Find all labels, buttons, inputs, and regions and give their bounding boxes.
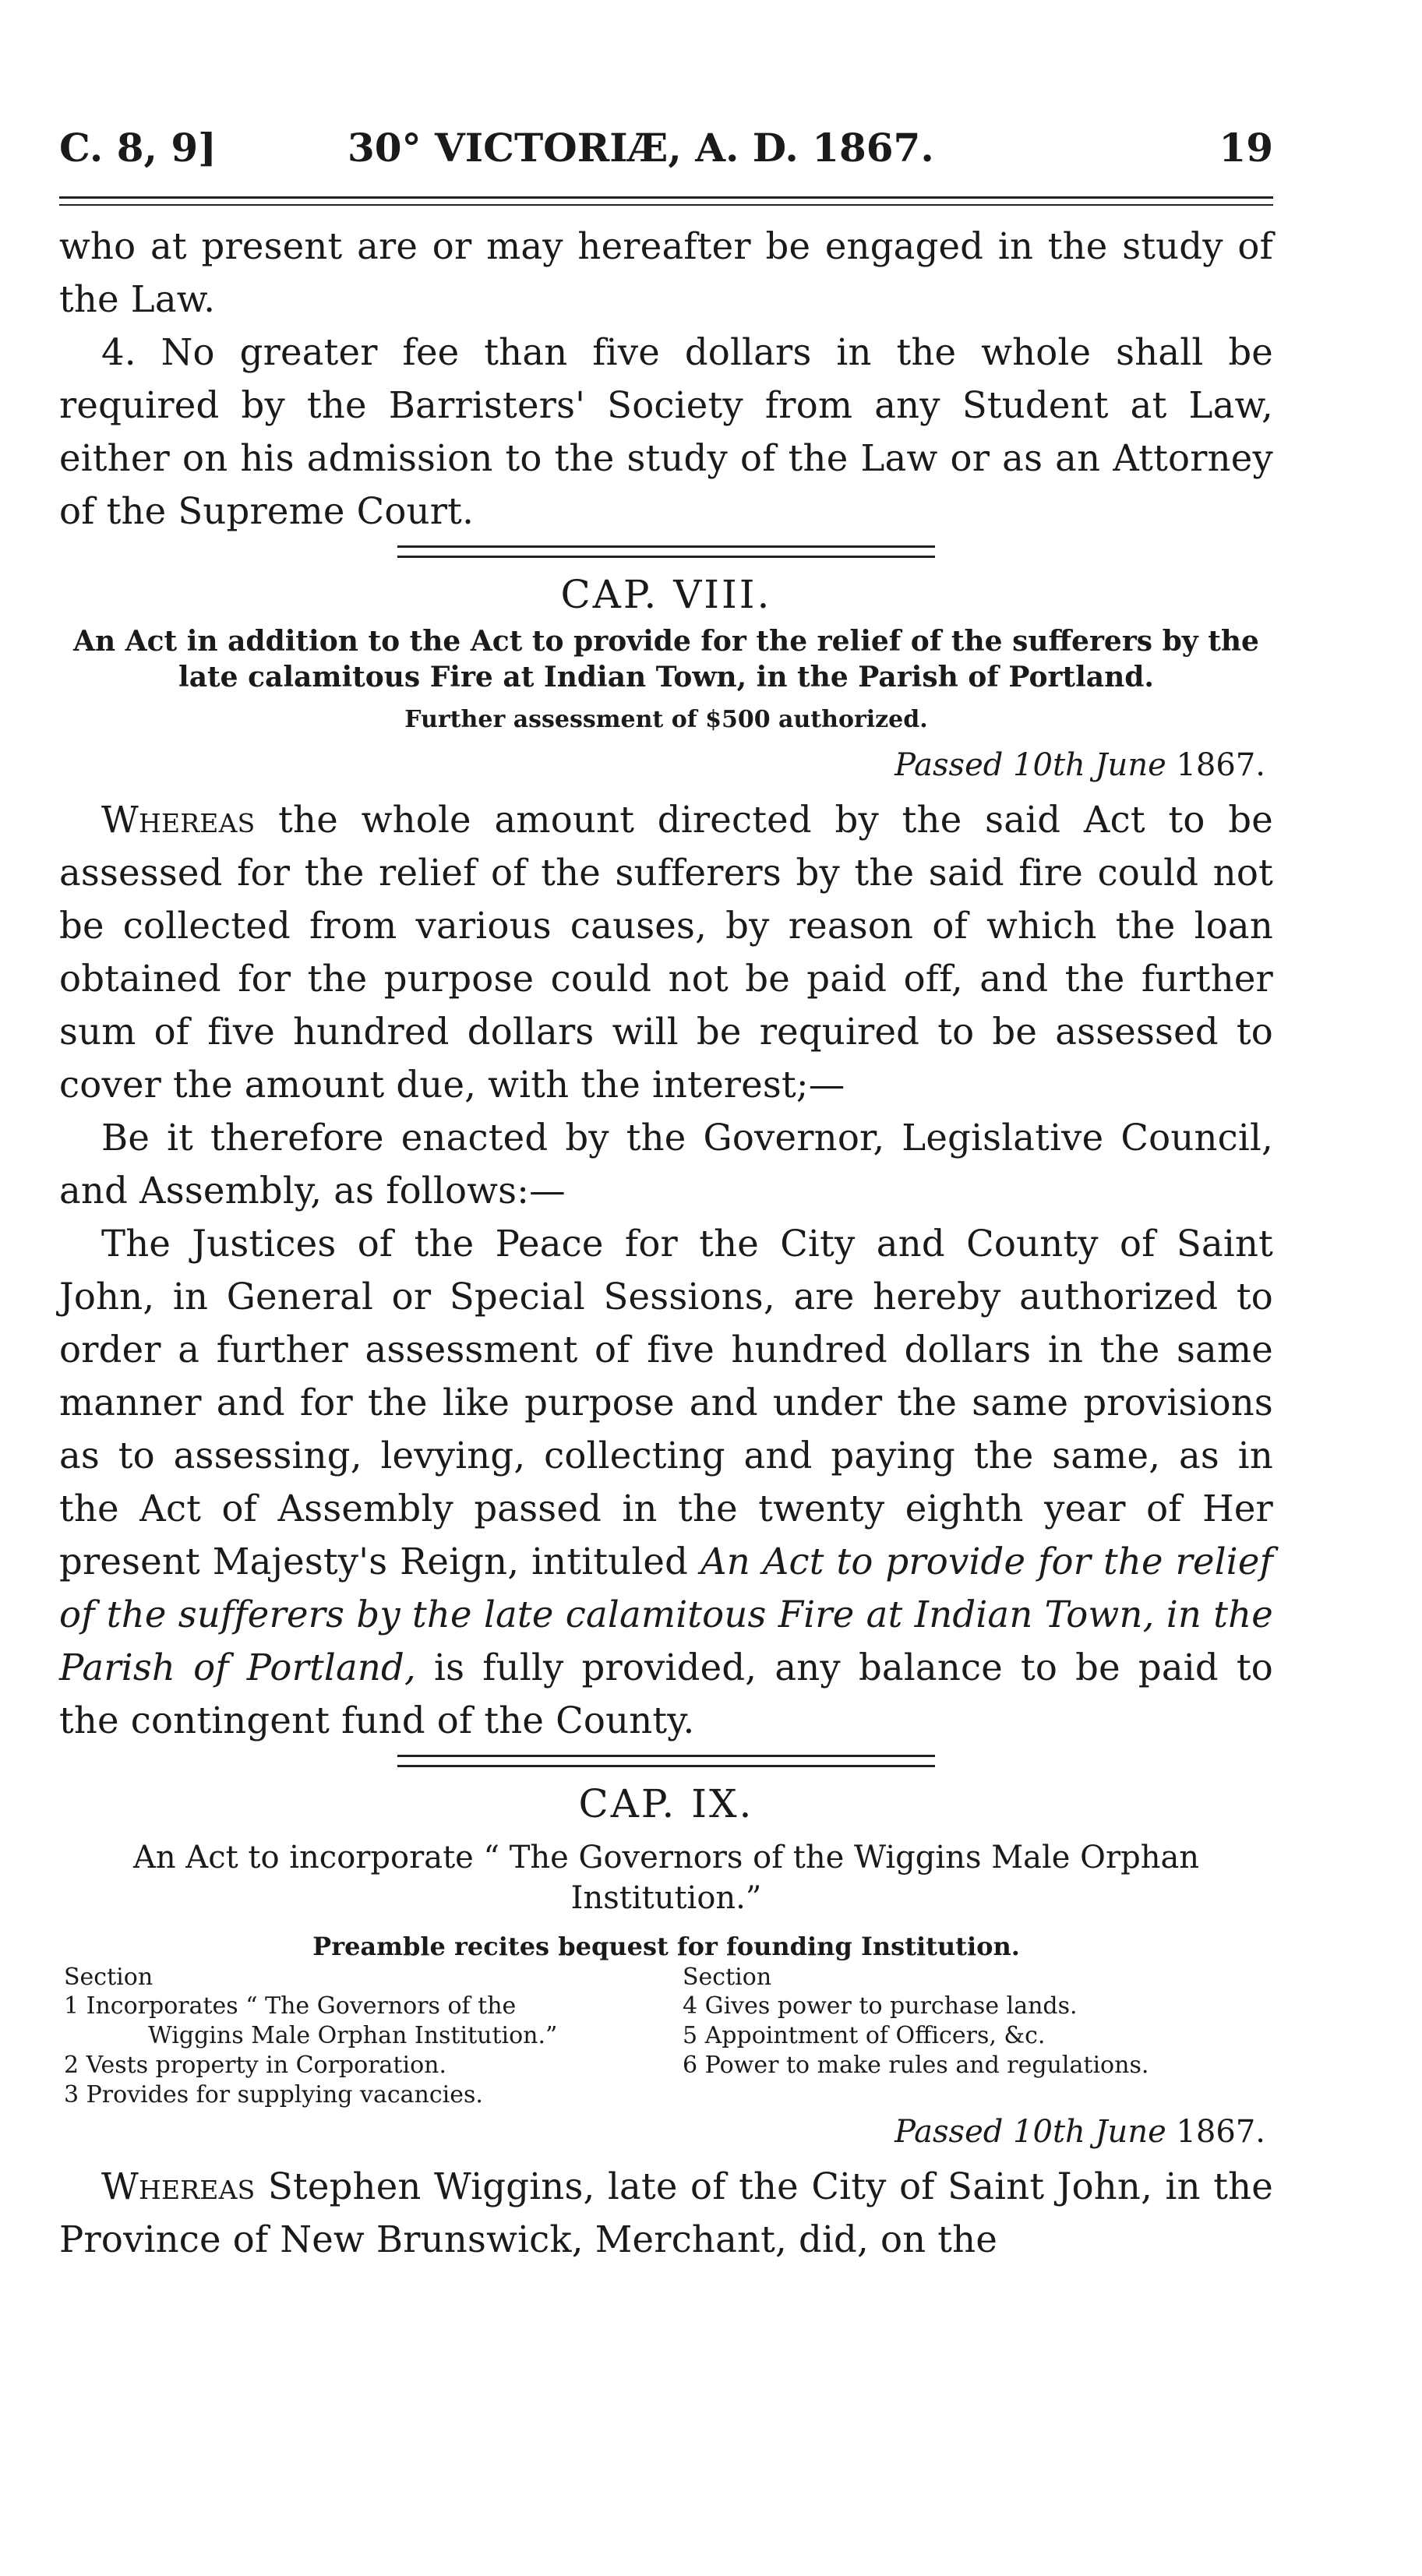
section-summary-item: Wiggins Male Orphan Institution.” — [148, 2022, 558, 2049]
whereas-word: Whereas — [101, 799, 256, 841]
section-summary-left-column — [64, 1964, 687, 2110]
section-summary-item: 4 Gives power to purchase lands. — [683, 1992, 1078, 2020]
chapter-divider — [397, 545, 935, 558]
passed-label: Passed 10th June — [894, 2114, 1166, 2150]
regnal-year: 30° VICTORIÆ, A. D. 1867. — [348, 125, 934, 171]
section-summary-item: 5 Appointment of Officers, &c. — [683, 2022, 1046, 2049]
header-rule-thin — [59, 204, 1273, 206]
section-summary-item: 1 Incorporates “ The Governors of the — [64, 1992, 517, 2020]
chapter-9-title: CAP. IX. — [578, 1781, 754, 1826]
whereas-word: Whereas — [101, 2165, 256, 2207]
preamble-text: Stephen Wiggins, late of the City of Saint John, in the Province of New Brunswick, Merchant, did, on the — [59, 2165, 1273, 2260]
chapter-8-passed-date — [59, 742, 1265, 789]
chapter-9-passed-date — [59, 2108, 1265, 2155]
passed-year: 1867. — [1176, 2114, 1265, 2150]
section-4-paragraph: 4. No greater fee than five dollars in the whole shall be required by the Barristers' Society from any Student at Law, either on his admission to the study of the Law or as an Attorney of the Supreme Court. — [59, 331, 1273, 532]
header-rule-thick — [59, 196, 1273, 199]
chapter-divider — [397, 1755, 935, 1767]
chapter-9-section-summary — [59, 1964, 1273, 2108]
chapter-9-preamble-note: Preamble recites bequest for founding Institution. — [312, 1932, 1020, 1961]
act-citation: An Act to provide for the relief of the sufferers by the late calamitous Fire at Indian Town, in the Parish of Portland, — [59, 1540, 1273, 1689]
section-label: Section — [64, 1964, 153, 1991]
chapter-8-act-title: An Act in addition to the Act to provide for the relief of the sufferers by the late calamitous Fire at Indian Town, in the Parish of Portland. — [73, 625, 1259, 693]
chapter-8-enacting-clause: Be it therefore enacted by the Governor, Legislative Council, and Assembly, as follows:— — [59, 1117, 1273, 1212]
section-text-part-1: The Justices of the Peace for the City and County of Saint John, in General or Special Sessions, are hereby authorized to order a further assessment of five hundred dollars in the same manner and for the like purpose and under the same provisions as to assessing, levying, collecting and paying the same, as in the Act of Assembly passed in the twenty eighth year of Her present Majesty's Reign, intituled — [59, 1223, 1273, 1583]
section-summary-right-column — [683, 1964, 1267, 2080]
chapter-8-preamble — [59, 793, 1273, 1111]
section-summary-item: 2 Vests property in Corporation. — [64, 2052, 446, 2079]
section-summary-item: 3 Provides for supplying vacancies. — [64, 2081, 483, 2108]
running-header — [59, 117, 1273, 179]
chapter-9-act-title: An Act to incorporate “ The Governors of the Wiggins Male Orphan Institution.” — [132, 1840, 1200, 1916]
chapter-reference: C. 8, 9] — [59, 125, 217, 171]
passed-label: Passed 10th June — [894, 747, 1166, 783]
passed-year: 1867. — [1176, 747, 1265, 783]
section-text-part-2: is fully provided, any balance to be paid to the contingent fund of the County. — [59, 1646, 1273, 1741]
section-label: Section — [683, 1964, 772, 1991]
chapter-8-title: CAP. VIII. — [560, 572, 772, 617]
chapter-8-section-text — [59, 1217, 1273, 1747]
page-body — [59, 220, 1273, 2266]
preamble-text: the whole amount directed by the said Act to be assessed for the relief of the sufferers by the said fire could not be collected from various causes, by reason of which the loan obtained for the purpose could not be paid off, and the further sum of five hundred dollars will be required to be assessed to cover the amount due, with the interest;— — [59, 799, 1273, 1106]
section-summary-item: 6 Power to make rules and regulations. — [683, 2052, 1149, 2079]
chapter-8-marginal-note: Further assessment of $500 authorized. — [404, 706, 928, 733]
page-number: 19 — [1219, 125, 1273, 171]
continuation-paragraph: who at present are or may hereafter be engaged in the study of the Law. — [59, 225, 1273, 320]
chapter-9-preamble — [59, 2160, 1273, 2266]
